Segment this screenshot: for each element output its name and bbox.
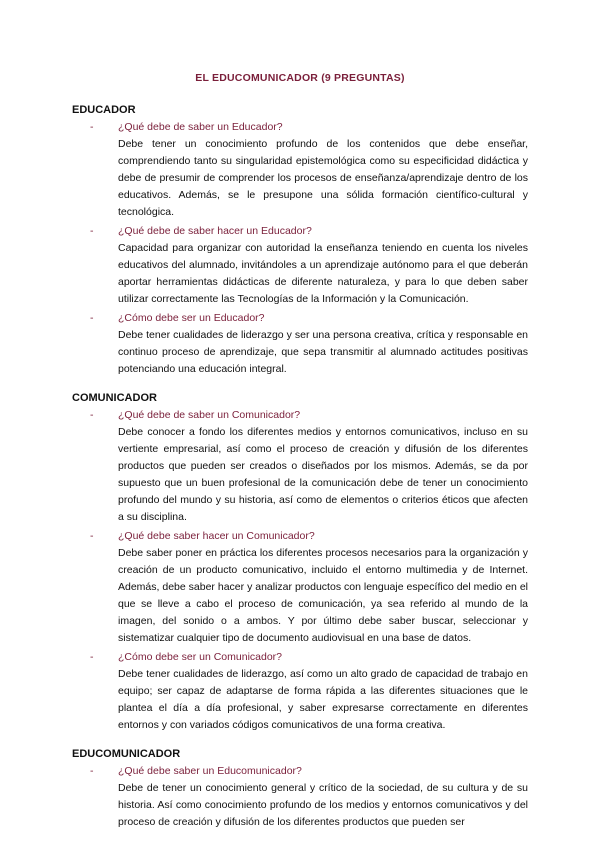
question-text: ¿Qué debe de saber hacer un Educador?: [118, 225, 312, 237]
section-comunicador: [72, 392, 528, 734]
question-text: ¿Qué debe de saber un Comunicador?: [118, 409, 301, 421]
document-title: EL EDUCOMUNICADOR (9 PREGUNTAS): [195, 72, 405, 84]
section-heading: COMUNICADOR: [72, 392, 157, 404]
dash-bullet: -: [90, 225, 94, 237]
section-educomunicador: [72, 748, 528, 831]
question-text: ¿Qué debe saber un Educomunicador?: [118, 765, 302, 777]
list-item: [72, 407, 528, 526]
dash-bullet: -: [90, 409, 94, 421]
dash-bullet: -: [90, 651, 94, 663]
question-text: ¿Qué debe de saber un Educador?: [118, 121, 283, 133]
section-educador: [72, 104, 528, 378]
list-item: [72, 223, 528, 308]
answer-text: Debe tener cualidades de liderazgo y ser una persona creativa, crítica y responsable en continuo proceso de aprendizaje, que sepa transmitir al alumnado actitudes positivas potenciando una educación integral.: [118, 329, 528, 375]
question-text: ¿Cómo debe ser un Educador?: [118, 312, 265, 324]
dash-bullet: -: [90, 765, 94, 777]
answer-text: Debe de tener un conocimiento general y crítico de la sociedad, de su cultura y de su historia. Así como conocimiento profundo de los medios y entornos comunicativos y del proceso de creación y difusión de los diferentes productos que pueden ser: [118, 782, 528, 828]
section-heading: EDUCADOR: [72, 104, 136, 116]
answer-text: Debe tener un conocimiento profundo de los contenidos que debe enseñar, comprendiendo tanto su singularidad epistemológica como su especificidad didáctica y debe de presumir de comprender los procesos de enseñanza/aprendizaje dentro de los educativos. Además, se le presupone una sólida formación científico-cultural y tecnológica.: [118, 138, 528, 218]
section-heading: EDUCOMUNICADOR: [72, 748, 181, 760]
question-text: ¿Qué debe saber hacer un Comunicador?: [118, 530, 315, 542]
list-item: [72, 119, 528, 221]
question-text: ¿Cómo debe ser un Comunicador?: [118, 651, 283, 663]
dash-bullet: -: [90, 530, 94, 542]
answer-text: Capacidad para organizar con autoridad la enseñanza teniendo en cuenta los niveles educativos del alumnado, invitándoles a un aprendizaje autónomo para el que deberán aportar herramientas didácticas de diferente naturaleza, y para lo que deben saber utilizar correctamente las Tecnologías de la Información y la Comunicación.: [118, 242, 528, 305]
dash-bullet: -: [90, 312, 94, 324]
dash-bullet: -: [90, 121, 94, 133]
answer-text: Debe tener cualidades de liderazgo, así como un alto grado de capacidad de trabajo en equipo; ser capaz de adaptarse de forma rápida a las diferentes situaciones que le plantea el día a día profesional, y saber expresarse correctamente en diferentes entornos y con variados códigos comunicativos de una forma creativa.: [118, 668, 528, 731]
answer-text: Debe saber poner en práctica los diferentes procesos necesarios para la organización y creación de un producto comunicativo, incluido el entorno multimedia y de Internet. Además, debe saber hacer y analizar productos con lenguaje específico del medio en el que se lleve a cabo el proceso de comunicación, ya sea referido al mundo de la imagen, del sonido o a ambos. Y por último debe saber buscar, seleccionar y sistematizar cualquier tipo de documento audiovisual en una base de datos.: [118, 547, 528, 644]
answer-text: Debe conocer a fondo los diferentes medios y entornos comunicativos, incluso en su vertiente empresarial, así como el proceso de creación y difusión de los diferentes productos que pueden ser creados o diseñados por los mismos. Además, se da por supuesto que un buen profesional de la comunicación debe de tener un conocimiento profundo del mundo y su historia, así como de elementos o criterios éticos que afecten a su disciplina.: [118, 426, 528, 523]
list-item: [72, 763, 528, 831]
list-item: [72, 649, 528, 734]
list-item: [72, 310, 528, 378]
list-item: [72, 528, 528, 647]
